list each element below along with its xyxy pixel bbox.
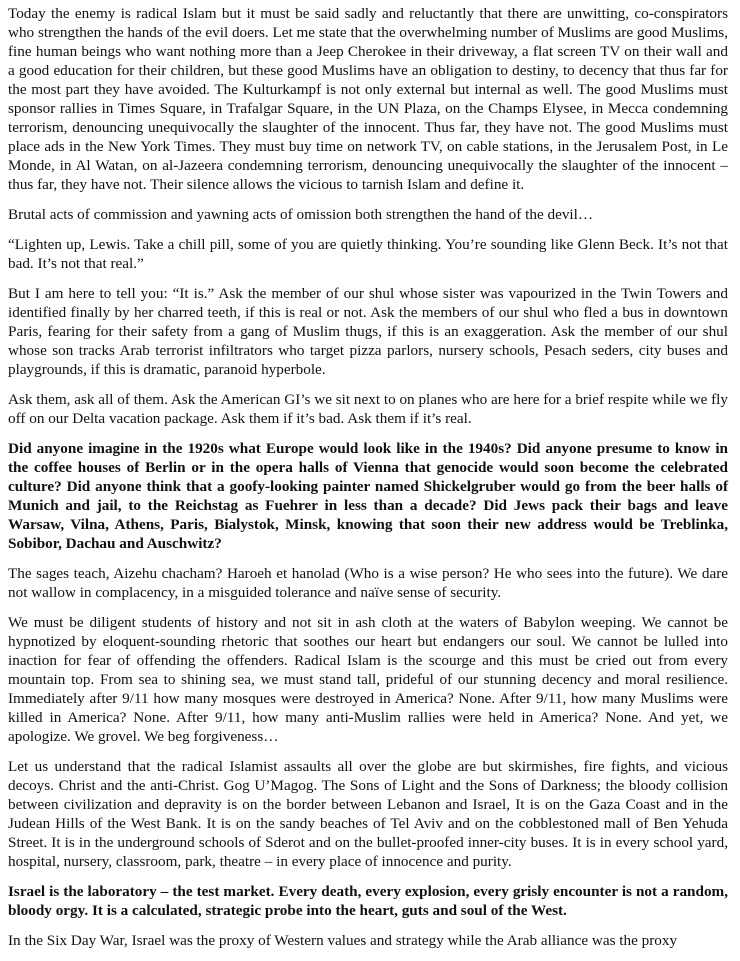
- document-page: [8, 0, 728, 961]
- paragraph-history-questions: Did anyone imagine in the 1920s what Europe would look like in the 1940s? Did anyone presume to know in the coffee houses of Berlin or in the opera halls of Vienna that genocide would soon become the celebrated culture? Did anyone think that a goofy-looking painter named Shickelgruber would go from the beer halls of Munich and jail, to the Reichstag as Fuehrer in less than a decade? Did Jews pack their bags and leave Warsaw, Vilna, Athens, Paris, Bialystok, Minsk, knowing that soon their new address would be Treblinka, Sobibor, Dachau and Auschwitz?: [8, 440, 728, 552]
- paragraph-it-is-real: But I am here to tell you: “It is.” Ask the member of our shul whose sister was vapourized in the Twin Towers and identified finally by her charred teeth, if this is real or not. Ask the members of our shul who fled a bus in downtown Paris, fearing for their safety from a gang of Muslim thugs, if this is an exaggeration. Ask the member of our shul whose son tracks Arab terrorist infiltrators who target pizza parlors, nursery schools, Pesach seders, city buses and playgrounds, if this is dramatic, paranoid hyperbole.: [8, 285, 728, 378]
- paragraph-laboratory: Israel is the laboratory – the test market. Every death, every explosion, every grisly encounter is not a random, bloody orgy. It is a calculated, strategic probe into the heart, guts and soul of the West.: [8, 883, 728, 919]
- paragraph-sages-teach: The sages teach, Aizehu chacham? Haroeh et hanolad (Who is a wise person? He who sees into the future). We dare not wallow in complacency, in a misguided tolerance and naïve sense of security.: [8, 565, 728, 601]
- paragraph-six-day-war: In the Six Day War, Israel was the proxy of Western values and strategy while the Arab alliance was the proxy: [8, 932, 678, 949]
- paragraph-lighten-up: “Lighten up, Lewis. Take a chill pill, some of you are quietly thinking. You’re sounding like Glenn Beck. It’s not that bad. It’s not that real.”: [8, 236, 728, 272]
- paragraph-diligent-students: We must be diligent students of history and not sit in ash cloth at the waters of Babylon weeping. We cannot be hypnotized by eloquent-sounding rhetoric that soothes our heart but endangers our soul. We cannot be lulled into inaction for fear of offending the offenders. Radical Islam is the scourge and this must be cried out from every mountain top. From sea to shining sea, we must stand tall, prideful of our stunning decency and moral resilience. Immediately after 9/11 how many mosques were destroyed in America? None. After 9/11, how many Muslims were killed in America? None. After 9/11, how many anti-Muslim rallies were held in America? None. And yet, we apologize. We grovel. We beg forgiveness…: [8, 614, 728, 745]
- paragraph-muslims-obligation: Today the enemy is radical Islam but it must be said sadly and reluctantly that there are unwitting, co-conspirators who strengthen the hands of the evil doers. Let me state that the overwhelming number of Muslims are good Muslims, fine human beings who want nothing more than a Jeep Cherokee in their driveway, a flat screen TV on their wall and a good education for their children, but these good Muslims have an obligation to destiny, to decency that thus far for the most part they have avoided. The Kulturkampf is not only external but internal as well. The good Muslims must sponsor rallies in Times Square, in Trafalgar Square, in the UN Plaza, on the Champs Elysee, in Mecca condemning terrorism, denouncing unequivocally the slaughter of the innocent. Thus far, they have not. The good Muslims must place ads in the New York Times. They must buy time on network TV, on cable stations, in the Jerusalem Post, in Le Monde, in Al Watan, on al-Jazeera condemning terrorism, denouncing unequivocally the slaughter of the innocent – thus far, they have not. Their silence allows the vicious to tarnish Islam and define it.: [8, 5, 728, 193]
- paragraph-skirmishes: Let us understand that the radical Islamist assaults all over the globe are but skirmishes, fire fights, and vicious decoys. Christ and the anti-Christ. Gog U’Magog. The Sons of Light and the Sons of Darkness; the bloody collision between civilization and depravity is on the border between Lebanon and Israel, It is on the Gaza Coast and in the Judean Hills of the West Bank. It is on the sandy beaches of Tel Aviv and on the cobblestoned mall of Ben Yehuda Street. It is in the underground schools of Sderot and on the bullet-proofed inner-city buses. It is in every school yard, hospital, nursery, classroom, park, theatre – in every place of innocence and purity.: [8, 758, 728, 870]
- paragraph-ask-them: Ask them, ask all of them. Ask the American GI’s we sit next to on planes who are here for a brief respite while we fly off on our Delta vacation package. Ask them if it’s bad. Ask them if it’s real.: [8, 391, 728, 427]
- paragraph-brutal-acts: Brutal acts of commission and yawning acts of omission both strengthen the hand of the devil…: [8, 206, 594, 223]
